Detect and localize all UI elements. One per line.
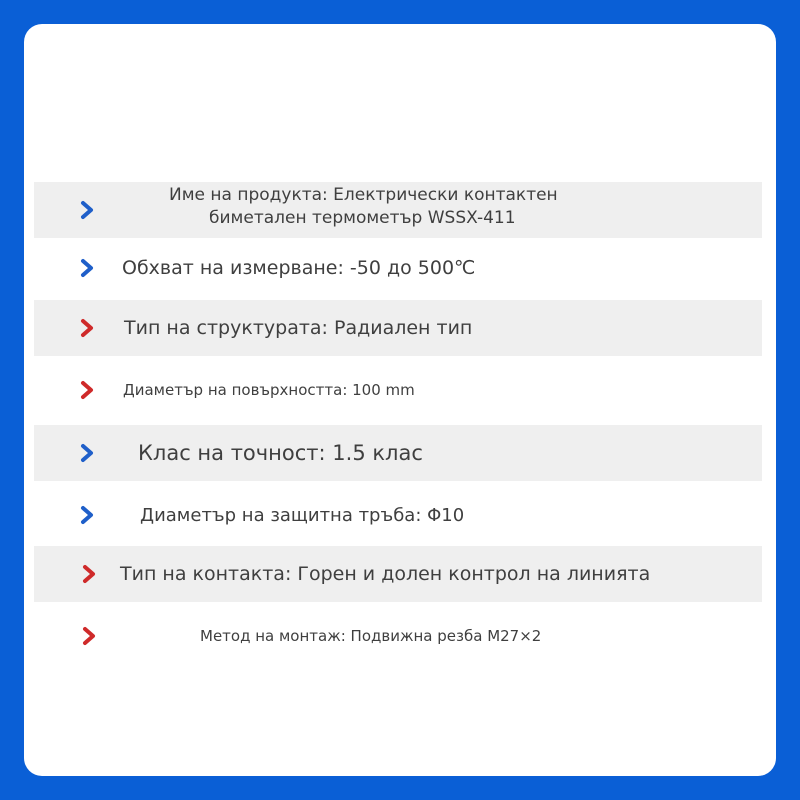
spec-row-tube-diameter — [34, 487, 762, 543]
spec-text-line1: Име на продукта: Електрически контактен — [169, 185, 558, 205]
chevron-right-icon — [80, 318, 96, 338]
spec-row-measurement-range — [34, 240, 762, 296]
chevron-right-icon — [80, 200, 96, 220]
spec-row-product-name — [34, 182, 762, 238]
spec-row-accuracy-class — [34, 425, 762, 481]
spec-row-structure-type — [34, 300, 762, 356]
chevron-right-icon — [80, 505, 96, 525]
spec-text: Диаметър на защитна тръба: Φ10 — [140, 504, 465, 526]
chevron-right-icon — [80, 380, 96, 400]
chevron-right-icon — [82, 564, 98, 584]
spec-text: Тип на структурата: Радиален тип — [124, 317, 473, 339]
spec-row-contact-type — [34, 546, 762, 602]
spec-row-mounting-method — [34, 608, 762, 664]
chevron-right-icon — [82, 626, 98, 646]
chevron-right-icon — [80, 258, 96, 278]
spec-row-surface-diameter — [34, 362, 762, 418]
spec-text: Метод на монтаж: Подвижна резба M27×2 — [200, 627, 542, 645]
spec-text: Обхват на измерване: -50 до 500℃ — [122, 257, 476, 279]
spec-text: Тип на контакта: Горен и долен контрол на линията — [120, 563, 651, 585]
spec-text: Клас на точност: 1.5 клас — [138, 441, 423, 465]
spec-text-line2: биметален термометър WSSX-411 — [209, 208, 516, 228]
chevron-right-icon — [80, 443, 96, 463]
spec-text: Диаметър на повърхността: 100 mm — [123, 381, 415, 399]
